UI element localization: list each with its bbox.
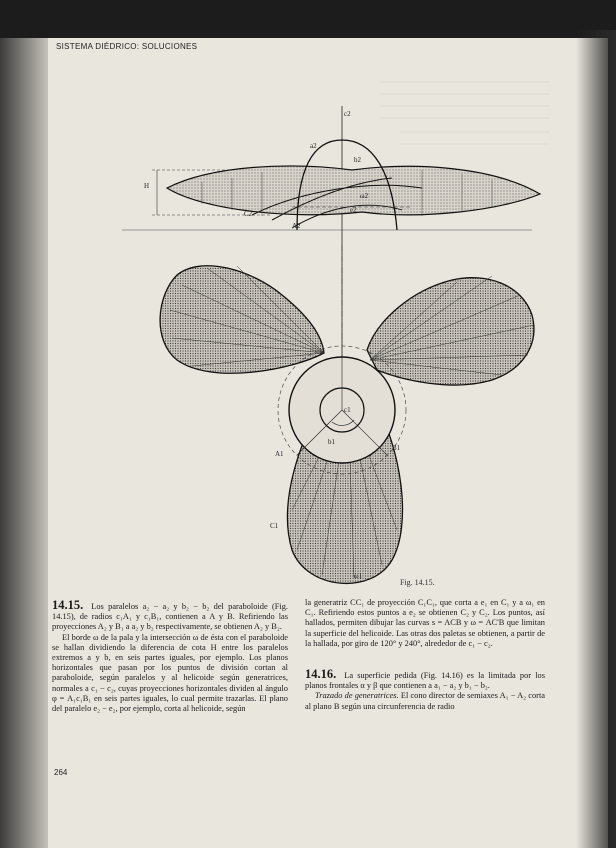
label-B1: B1 <box>392 444 401 452</box>
paragraph-14-16-body <box>305 691 545 711</box>
para-text: La superficie pedida (Fig. 14.16) es la limitada por los planos frontales α y β que contienen a a₁ − a₂ y b₁ − b₂. <box>305 671 545 691</box>
label-omega1: ω1 <box>354 572 363 580</box>
paragraph-14-15-intro <box>52 600 288 633</box>
paragraph-continued: la generatriz CC₁ de proyección C₁C₁, que corta a e₁ en C₁ y a ω₁ en C₁. Refiriendo estos puntos a e₂ se obtienen C₂ y C₂. Los puntos, así hallados, permiten dibujar las curvas s = ACB y ω = AC'B que limitan la superficie del helicoide. Las otras dos paletas se obtienen, a partir de la hallada, por giro de 120° y 240°, alrededor de c₁ − c₂. <box>305 598 545 648</box>
section-number-14-15: 14.15. <box>52 598 84 612</box>
label-A2: A2 <box>292 222 301 230</box>
paragraph-14-15-body: El borde ω de la pala y la intersección ω de ésta con el paraboloide se hallan dividiendo la diferencia de cota H entre los paralelos extremos a y b, en seis partes iguales, por ejemplo. Los planos horizontales que pasan por los puntos de división cortan al paraboloide, según paralelos y al helicoide según generatrices, normales a c₁ − c₂, cuyas proyecciones horizontales dividen al ángulo φ = A₁c₁B₁ en seis partes iguales, lo cual permite trazarlas. El plano del paralelo e₂ − e₂, por ejemplo, corta al helicoide, según <box>52 632 288 714</box>
propeller-figure <box>92 70 552 590</box>
page-edge-shadow <box>576 30 616 848</box>
para-lead: Trazado de generatrices. <box>315 691 399 701</box>
label-C1: C1 <box>270 522 279 530</box>
label-e2: e2 <box>350 206 357 214</box>
right-column <box>305 598 545 712</box>
para-text: El cono director de semiaxes A₁ − A₂ corta al plano B según una circunferencia de radio <box>305 691 546 711</box>
paragraph-14-16-intro <box>305 669 545 691</box>
figure-caption: Fig. 14.15. <box>400 578 435 587</box>
label-a2: a2 <box>310 142 317 150</box>
label-c2: c2 <box>344 110 351 118</box>
label-A1: A1 <box>275 450 284 458</box>
label-H: H <box>144 182 150 190</box>
label-b2: b2 <box>354 156 361 164</box>
label-C2: C2 <box>244 210 253 218</box>
page-number: 264 <box>54 768 68 777</box>
para-text: Los paralelos a₂ − a₂ y b₂ − b₂ del paraboloide (Fig. 14.15), de radios c₁A₁ y c₁B₁, contienen a A y B. Refiriendo las proyecciones A₂ y B₁ a a₂ y b₂ respectivamente, se obtienen A₂ y B₂. <box>52 602 288 632</box>
section-number-14-16: 14.16. <box>305 667 337 682</box>
label-b1: b1 <box>328 438 335 446</box>
blade-upper-left <box>160 266 324 374</box>
running-header: SISTEMA DIÉDRICO: SOLUCIONES <box>56 42 198 51</box>
label-omega2: ω2 <box>360 192 369 200</box>
plan-view <box>160 245 534 583</box>
label-c1: c1 <box>344 406 351 414</box>
left-column <box>52 600 288 714</box>
